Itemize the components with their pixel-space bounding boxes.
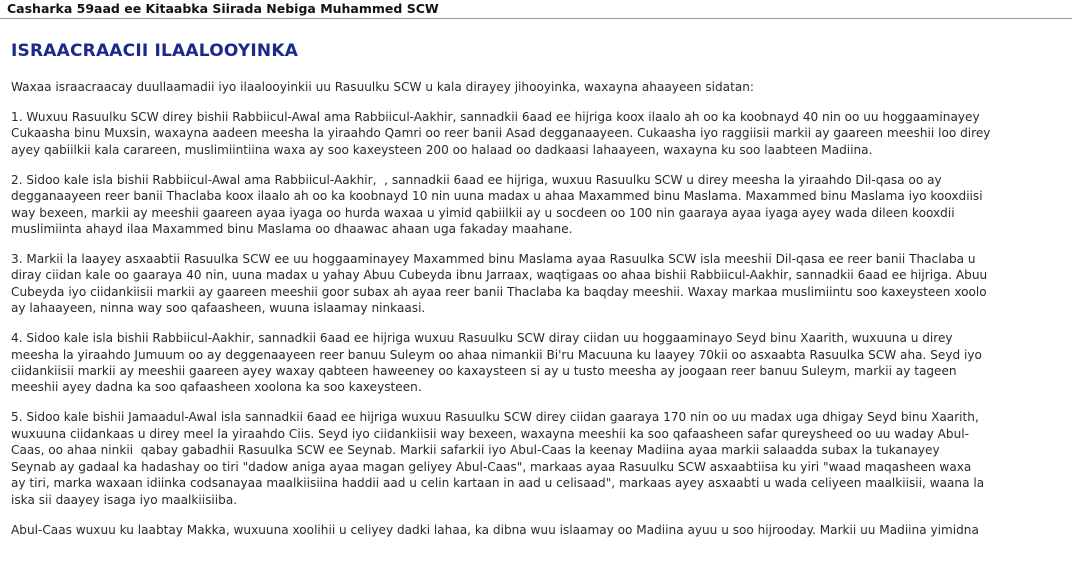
paragraph-2: 2. Sidoo kale isla bishii Rabbiicul-Awal ama Rabbiicul-Aakhir, , sannadkii 6aad ee hijriga, wuxuu Rasuulku SCW u direy meesha la yiraahdo Dil-qasa oo ay degganaayeen reer banii Thaclaba koox ilaalo ah oo ka koobnayd 10 nin uuna madax u ahaa Maxammed binu Maslama. Maxammed binu Maslama iyo kooxdiisi way bexeen, markii ay meeshii gaareen ayaa iyaga oo hurda waxaa u yimid qabiilkii ay u socdeen oo 100 nin gaaraya ayaa iyaga ayey wada dileen kooxdii muslimiinta ahayd ilaa Maxammed binu Maslama oo dhaawac ahaan uga fakaday maahane.	[11, 172, 983, 237]
paragraph-1: 1. Wuxuu Rasuulku SCW direy bishii Rabbiicul-Awal ama Rabbiicul-Aakhir, sannadkii 6aad ee hijriga koox ilaalo ah oo ka koobnayd 40 nin oo uu hoggaaminayey Cukaasha binu Muxsin, waxayna aadeen meesha la yiraahdo Qamri oo reer banii Asad degganaayeen. Cukaasha iyo raggiisii markii ay gaareen meeshii loo direy ayey qabiilkii kala carareen, muslimiintiina waxa ay soo kaxeysteen 200 oo halaad oo dadkaasi lahaayeen, waxayna ku soo laabteen Madiina.	[11, 110, 991, 157]
paragraph-4: 4. Sidoo kale isla bishii Rabbiicul-Aakhir, sannadkii 6aad ee hijriga wuxuu Rasuulku SCW diray ciidan uu hoggaaminayo Seyd binu Xaarith, wuxuuna u direy meesha la yiraahdo Jumuum oo ay deggenaayeen reer banuu Suleym oo ahaa nimankii Bi'ru Macuuna ku laayey 70kii oo asxaabta Rasuulka SCW aha. Seyd iyo ciidankiisii markii ay meeshii gaareen ayey waxay qabteen haweeney oo kaxaysteen si ay u tusto meesha ay joogaan reer banuu Suleym, markii ay tageen meeshii ayey dadna ka soo qafaasheen xoolona ka soo kaxeysteen.	[11, 331, 982, 395]
document-title: Casharka 59aad ee Kitaabka Siirada Nebiga Muhammed SCW	[7, 1, 439, 16]
intro-paragraph: Waxaa israacraacay duullaamadii iyo ilaalooyinkii uu Rasuulku SCW u kala dirayey jihooyinka, waxayna ahaayeen sidatan:	[11, 80, 754, 94]
article-body	[11, 40, 1061, 552]
paragraph-3: 3. Markii la laayey asxaabtii Rasuulka SCW ee uu hoggaaminayey Maxammed binu Maslama ayaa Rasuulka SCW isla meeshii Dil-qasa ee reer banii Thaclaba u diray ciidan kale oo gaaraya 40 nin, uuna madax u yahay Abuu Cubeyda ibnu Jarraax, waqtigaas oo ahaa bishii Rabbiicul-Aakhir, sannadkii 6aad ee hijriga. Abuu Cubeyda iyo ciidankiisii markii ay gaareen meeshii goor subax ah ayaa reer banii Thaclaba ka baqday meeshii. Waxay markaa muslimiintu soo kaxeysteen xoolo ay lahaayeen, ninna way soo qafaasheen, wuuna islaamay ninkaasi.	[11, 252, 988, 316]
paragraph-5: 5. Sidoo kale bishii Jamaadul-Awal isla sannadkii 6aad ee hijriga wuxuu Rasuulku SCW direy ciidan gaaraya 170 nin oo uu madax uga dhigay Seyd binu Xaarith, wuxuuna ciidankaas u direy meel la yiraahdo Ciis. Seyd iyo ciidankiisii way bexeen, waxayna meeshii ka soo qafaasheen safar qureysheed oo uu waday Abul- Caas, oo ahaa ninkii qabay gabadhii Rasuulka SCW ee Seynab. Markii safarkii iyo Abul-Caas la keenay Madiina ayaa markii salaadda subax la tukanayey Seynab ay gadaal ka hadashay oo tiri "dadow aniga ayaa magan geliyey Abul-Caas", markaas ayaa Rasuulku SCW asxaabtiisa ku yiri "waad maqasheen waxa ay tiri, marka waxaan idiinka codsanayaa maalkiisiina haddii aad u celin kartaan in aad u celisaad", markaas ayey asxaabti u wada celiyeen maalkiisii, waana la iska sii daayey isaga iyo maalkiisiiba.	[11, 410, 985, 507]
document-header-bar	[0, 0, 1072, 19]
article-heading: ISRAACRAACII ILAALOOYINKA	[11, 41, 299, 61]
paragraph-6: Abul-Caas wuxuu ku laabtay Makka, wuxuuna xoolihii u celiyey dadki lahaa, ka dibna wuu islaamay oo Madiina ayuu u soo hijrooday. Markii uu Madiina yimidna	[11, 522, 979, 537]
